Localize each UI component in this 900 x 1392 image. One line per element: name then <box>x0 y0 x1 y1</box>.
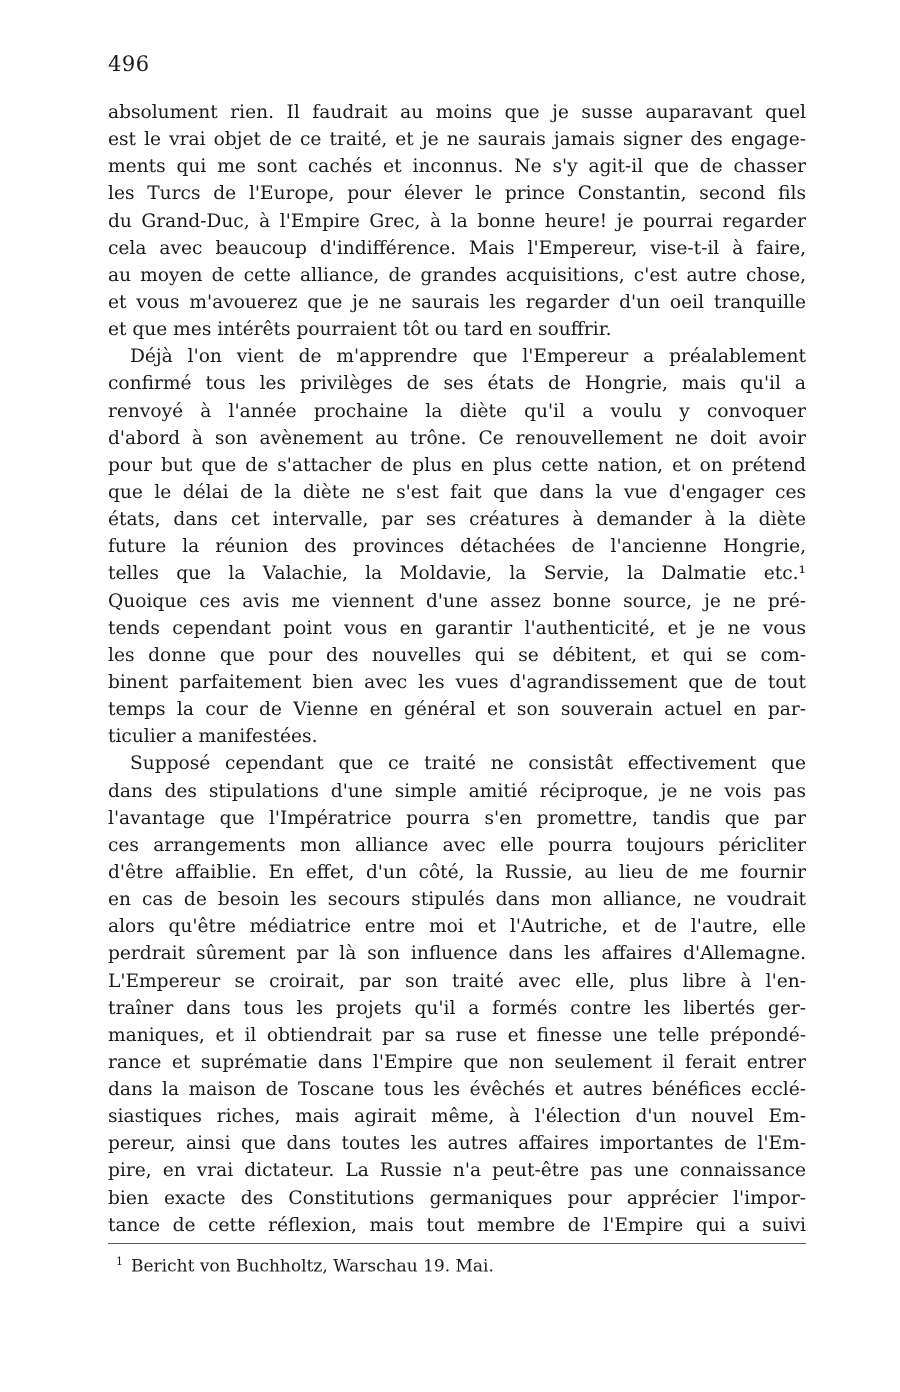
text-line: L'Empereur se croirait, par son traité avec elle, plus libre à l'en- <box>108 970 806 992</box>
text-line: et vous m'avouerez que je ne saurais les regarder d'un oeil tranquille <box>108 291 806 313</box>
text-line: ces arrangements mon alliance avec elle pourra toujours péricliter <box>108 834 806 856</box>
text-line: d'abord à son avènement au trône. Ce renouvellement ne doit avoir <box>108 427 806 449</box>
text-line: siastiques riches, mais agirait même, à l'élection d'un nouvel Em- <box>108 1106 806 1128</box>
text-line: alors qu'être médiatrice entre moi et l'Autriche, et de l'autre, elle <box>108 916 806 938</box>
text-line: dans des stipulations d'une simple amitié réciproque, je ne vois pas <box>108 780 806 802</box>
text-line: ments qui me sont cachés et inconnus. Ne s'y agit-il que de chasser <box>108 156 806 178</box>
text-line: temps la cour de Vienne en général et son souverain actuel en par- <box>108 699 806 721</box>
text-line: en cas de besoin les secours stipulés dans mon alliance, ne voudrait <box>108 889 806 911</box>
text-line: Supposé cependant que ce traité ne consistât effectivement que <box>130 753 806 775</box>
text-line: bien exacte des Constitutions germaniques pour apprécier l'impor- <box>108 1187 806 1209</box>
text-line: pereur, ainsi que dans toutes les autres affaires importantes de l'Em- <box>108 1133 806 1155</box>
text-line: les Turcs de l'Europe, pour élever le prince Constantin, second fils <box>108 183 806 205</box>
text-line: et que mes intérêts pourraient tôt ou tard en souffrir. <box>108 319 612 341</box>
footnote-divider <box>108 1243 806 1244</box>
text-line: future la réunion des provinces détachées de l'ancienne Hongrie, <box>108 536 806 558</box>
text-line: traîner dans tous les projets qu'il a formés contre les libertés ger- <box>108 997 806 1019</box>
text-line: est le vrai objet de ce traité, et je ne saurais jamais signer des engage- <box>108 129 806 151</box>
text-line: tends cependant point vous en garantir l'authenticité, et je ne vous <box>108 617 806 639</box>
text-line: au moyen de cette alliance, de grandes acquisitions, c'est autre chose, <box>108 264 806 286</box>
text-line: d'être affaiblie. En effet, d'un côté, la Russie, au lieu de me fournir <box>108 861 806 883</box>
text-line: états, dans cet intervalle, par ses créatures à demander à la diète <box>108 509 806 531</box>
text-line: du Grand-Duc, à l'Empire Grec, à la bonne heure! je pourrai regarder <box>108 210 806 232</box>
page-number: 496 <box>108 52 150 76</box>
footnote-mark: 1 <box>116 1255 123 1268</box>
main-text <box>108 99 806 1239</box>
text-line: renvoyé à l'année prochaine la diète qu'il a voulu y convoquer <box>108 400 806 422</box>
footnote <box>116 1251 494 1278</box>
text-line: maniques, et il obtiendrait par sa ruse et finesse une telle prépondé- <box>108 1024 806 1046</box>
text-line: cela avec beaucoup d'indifférence. Mais l'Empereur, vise-t-il à faire, <box>108 237 806 259</box>
paragraph <box>108 750 806 1239</box>
text-line: Déjà l'on vient de m'apprendre que l'Empereur a préalablement <box>130 346 806 368</box>
text-line: binent parfaitement bien avec les vues d'agrandissement que de tout <box>108 671 806 693</box>
text-line: l'avantage que l'Impératrice pourra s'en promettre, tandis que par <box>108 807 806 829</box>
paragraph <box>108 99 806 343</box>
text-line: absolument rien. Il faudrait au moins que je susse auparavant quel <box>108 102 806 123</box>
text-line: ticulier a manifestées. <box>108 726 318 748</box>
text-line: les donne que pour des nouvelles qui se débitent, et qui se com- <box>108 644 806 666</box>
text-line: Quoique ces avis me viennent d'une assez bonne source, je ne pré- <box>108 590 806 612</box>
text-line: telles que la Valachie, la Moldavie, la Servie, la Dalmatie etc.¹ <box>108 563 806 585</box>
text-line: confirmé tous les privilèges de ses états de Hongrie, mais qu'il a <box>108 373 806 395</box>
text-line: pire, en vrai dictateur. La Russie n'a peut-être pas une connaissance <box>108 1160 806 1182</box>
text-line: pour but que de s'attacher de plus en plus cette nation, et on prétend <box>108 454 806 476</box>
text-line: tance de cette réflexion, mais tout membre de l'Empire qui a suivi <box>108 1214 806 1236</box>
text-line: perdrait sûrement par là son influence dans les affaires d'Allemagne. <box>108 943 806 965</box>
footnote-text: Bericht von Buchholtz, Warschau 19. Mai. <box>131 1256 494 1277</box>
paragraph <box>108 343 806 750</box>
text-line: rance et suprématie dans l'Empire que non seulement il ferait entrer <box>108 1051 806 1073</box>
text-line: que le délai de la diète ne s'est fait que dans la vue d'engager ces <box>108 481 806 503</box>
text-line: dans la maison de Toscane tous les évêchés et autres bénéfices ecclé- <box>108 1079 806 1101</box>
